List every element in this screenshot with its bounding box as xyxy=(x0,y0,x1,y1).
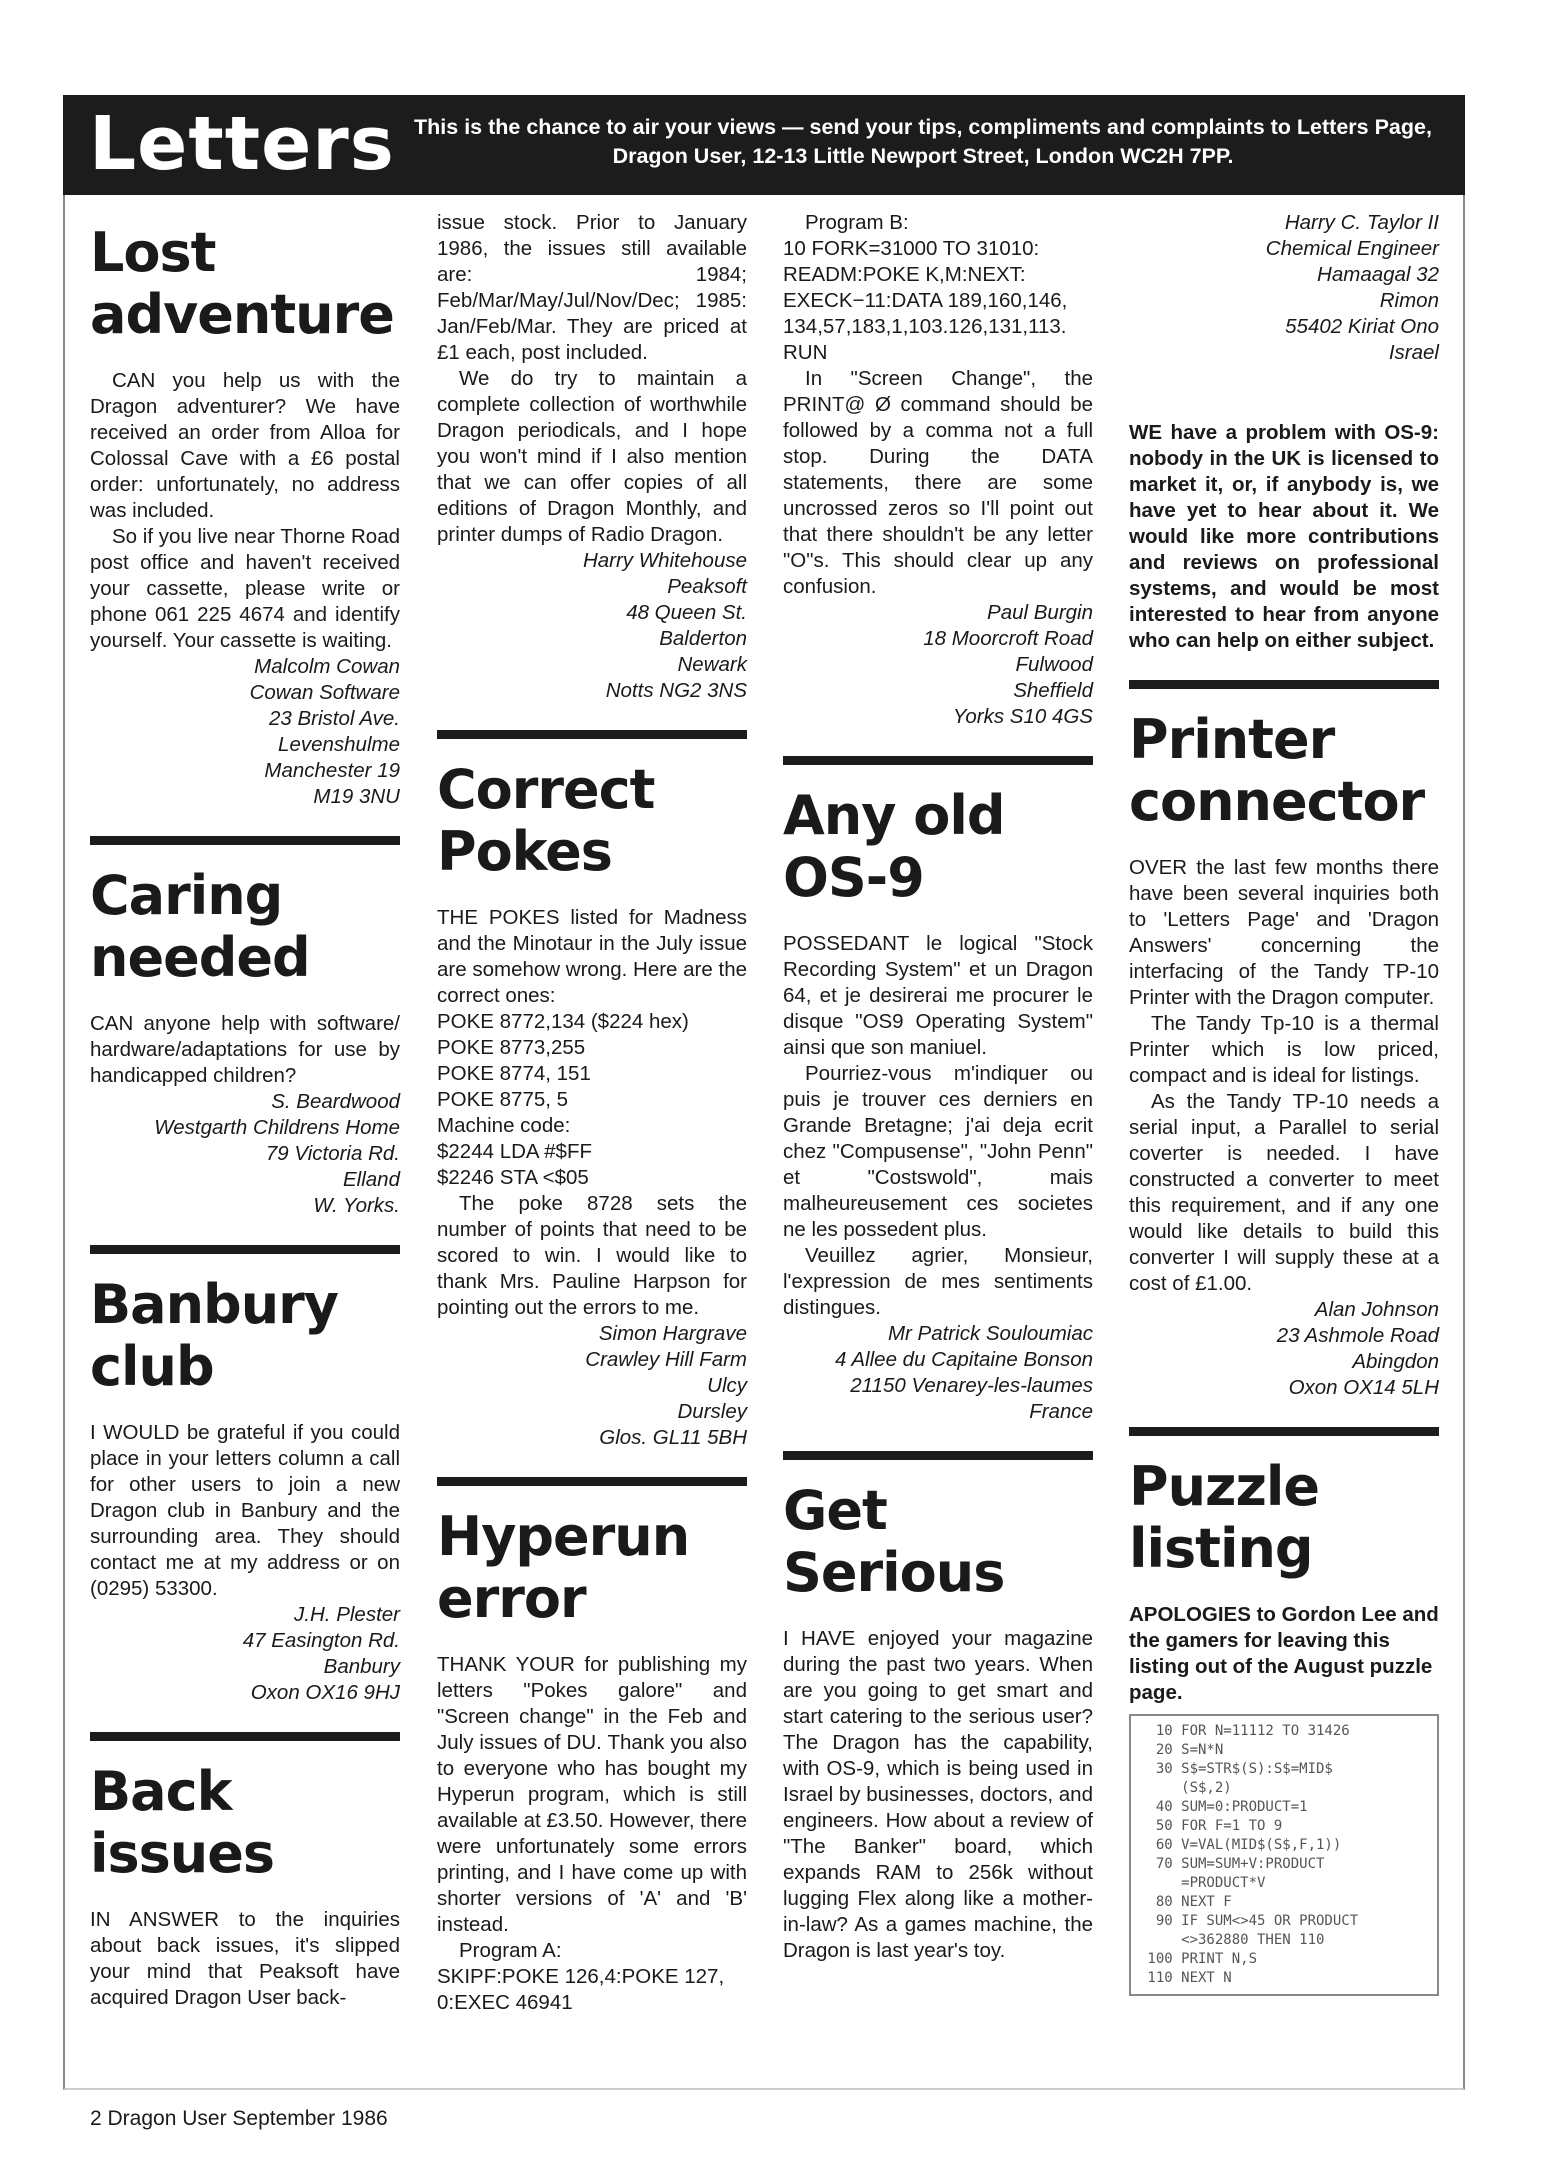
paragraph: So if you live near Thorne Road post office and haven't received your cassette, please write or phone 061 225 4674 and identify yourself. Your cassette is waiting. xyxy=(90,525,400,652)
divider xyxy=(90,1732,400,1741)
text-line: 23 Bristol Ave. xyxy=(268,707,400,730)
text-line: Notts NG2 3NS xyxy=(605,679,747,702)
headline-printer-connector: Printer connector xyxy=(1129,708,1425,833)
paragraph: I HAVE enjoyed your magazine during the past two years. When are you going to get smart and start catering to the serious user? The Dragon has the capability, with OS-9, which is being used in Israel by businesses, doctors, and engineers. How about a review of "The Banker" board, which expands RAM to 256k without lugging Flex along like a mother-in-law? As a games machine, the Dragon is last year's toy. xyxy=(783,1627,1093,1962)
divider xyxy=(1129,1427,1439,1436)
program-b-code: 10 FORK=31000 TO 31010: READM:POKE K,M:NEXT: EXECK−11:DATA 189,160,146, 134,57,183,1,103.126,131,113. RUN xyxy=(783,237,1068,364)
text-line: Newark xyxy=(677,653,747,676)
paragraph: In "Screen Change", the PRINT@ Ø command should be followed by a comma not a full stop. During the DATA statements, there are some uncrossed zeros so I'll point out that there shouldn't be any letter "O"s. This should clear up any confusion. xyxy=(783,367,1093,598)
text-line: Hamaagal 32 xyxy=(1317,263,1439,286)
text-line: 4 Allee du Capitaine Bonson xyxy=(835,1348,1093,1371)
letter-body xyxy=(783,931,1093,1321)
paragraph: Program A: xyxy=(459,1939,562,1962)
program-a-code: SKIPF:POKE 126,4:POKE 127, 0:EXEC 46941 xyxy=(437,1965,725,2014)
paragraph: The poke 8728 sets the number of points that need to be scored to win. I would like to thank Mrs. Pauline Harpson for pointing out the errors to me. xyxy=(437,1192,747,1319)
program-b-label: Program B: xyxy=(805,211,909,234)
text-line: Glos. GL11 5BH xyxy=(599,1426,747,1449)
headline-banbury-club: Banbury club xyxy=(90,1273,338,1398)
text-line: Elland xyxy=(343,1168,400,1191)
text-line: Crawley Hill Farm xyxy=(585,1348,747,1371)
headline-puzzle-listing: Puzzle listing xyxy=(1129,1455,1320,1580)
column-1 xyxy=(90,210,400,2011)
divider xyxy=(437,730,747,739)
text-line: Ulcy xyxy=(707,1374,747,1397)
signature xyxy=(783,1321,1093,1425)
divider xyxy=(783,756,1093,765)
puzzle-intro: APOLOGIES to Gordon Lee and the gamers for leaving this listing out of the August puzzle page. xyxy=(1129,1603,1439,1704)
text-line: Sheffield xyxy=(1013,679,1093,702)
letter-body xyxy=(437,1652,747,1964)
column-3 xyxy=(783,210,1093,1964)
letter-intro: THE POKES listed for Madness and the Minotaur in the July issue are somehow wrong. Here are the correct ones: xyxy=(437,906,747,1007)
text-line: 23 Ashmole Road xyxy=(1276,1324,1439,1347)
text-line: Malcolm Cowan xyxy=(254,655,400,678)
letter-body xyxy=(437,210,747,548)
letters-header xyxy=(63,95,1465,195)
letter-body xyxy=(90,368,400,654)
divider xyxy=(90,1245,400,1254)
text-line: 55402 Kiriat Ono xyxy=(1285,315,1439,338)
divider xyxy=(437,1477,747,1486)
text-line: Fulwood xyxy=(1015,653,1093,676)
text-line: Harry Whitehouse xyxy=(582,549,747,572)
text-line: Harry C. Taylor II xyxy=(1284,211,1439,234)
text-line: 18 Moorcroft Road xyxy=(923,627,1093,650)
text-line: POKE 8774, 151 xyxy=(437,1062,591,1085)
text-line: Abingdon xyxy=(1352,1350,1439,1373)
text-line: Peaksoft xyxy=(667,575,747,598)
text-line: Rimon xyxy=(1379,289,1439,312)
column-2 xyxy=(437,210,747,2016)
text-line: M19 3NU xyxy=(313,785,400,808)
text-line: France xyxy=(1029,1400,1093,1423)
text-line: $2246 STA <$05 xyxy=(437,1166,589,1189)
signature xyxy=(90,654,400,810)
signature xyxy=(783,600,1093,730)
paragraph: POSSEDANT le logical "Stock Recording System" et un Dragon 64, et je desirerai me procurer le disque "OS9 Operating System" ainsi que son maniuel. xyxy=(783,932,1093,1059)
poke-lines xyxy=(437,1009,747,1191)
headline-hyperun-error: Hyperun error xyxy=(437,1505,690,1630)
text-line: Banbury xyxy=(323,1655,400,1678)
header-intro: This is the chance to air your views — send your tips, compliments and complaints to Letters Page, Dragon User, 12-13 Little Newport Street, London WC2H 7PP. xyxy=(414,115,1432,168)
text-line: Oxon OX16 9HJ xyxy=(250,1681,400,1704)
text-line: S. Beardwood xyxy=(271,1090,400,1113)
text-line: Levenshulme xyxy=(278,733,400,756)
text-line: 79 Victoria Rd. xyxy=(265,1142,400,1165)
paragraph: I WOULD be grateful if you could place in your letters column a call for other users to join a new Dragon club in Banbury and the surrounding area. They should contact me at my address or on (0295) 53300. xyxy=(90,1421,400,1600)
text-line: Paul Burgin xyxy=(987,601,1093,624)
divider xyxy=(783,1451,1093,1460)
text-line: Israel xyxy=(1388,341,1439,364)
headline-back-issues: Back issues xyxy=(90,1760,275,1885)
text-line: 21150 Venarey-les-laumes xyxy=(850,1374,1093,1397)
text-line: Manchester 19 xyxy=(264,759,400,782)
paragraph: Veuillez agrier, Monsieur, l'expression de mes sentiments distingues. xyxy=(783,1244,1093,1319)
text-line: POKE 8772,134 ($224 hex) xyxy=(437,1010,689,1033)
text-line: W. Yorks. xyxy=(313,1194,400,1217)
letter-body xyxy=(90,1011,400,1089)
basic-listing: 10 FOR N=11112 TO 31426 20 S=N*N 30 S$=STR$(S):S$=MID$ (S$,2) 40 SUM=0:PRODUCT=1 50 FOR F=1 TO 9 60 V=VAL(MID$(S$,F,1)) 70 SUM=SUM+V:PRODUCT =PRODUCT*V 80 NEXT F 90 IF SUM<>45 OR PRODUCT <>362880 THEN 110 100 PRINT N,S 110 NEXT N xyxy=(1129,1714,1439,1996)
letter-body xyxy=(783,1626,1093,1964)
divider xyxy=(1129,680,1439,689)
text-line: Alan Johnson xyxy=(1314,1298,1439,1321)
letter-body xyxy=(90,1907,400,2011)
column-4 xyxy=(1129,210,1439,1996)
paragraph: The Tandy Tp-10 is a thermal Printer which is low priced, compact and is ideal for listings. xyxy=(1129,1012,1439,1087)
text-line: POKE 8773,255 xyxy=(437,1036,586,1059)
text-line: J.H. Plester xyxy=(294,1603,400,1626)
headline-get-serious: Get Serious xyxy=(783,1479,1005,1604)
paragraph: THANK YOUR for publishing my letters "Pokes galore" and "Screen change" in the Feb and July issues of DU. Thank you also to everyone who has bought my Hyperun program, which is still available at £3.50. However, there were unfortunately some errors printing, and I have come up with shorter versions of 'A' and 'B' instead. xyxy=(437,1653,747,1936)
text-line: Cowan Software xyxy=(249,681,400,704)
text-line: Balderton xyxy=(659,627,747,650)
letter-body xyxy=(783,366,1093,600)
paragraph: issue stock. Prior to January 1986, the issues still available are: 1984; Feb/Mar/May/Jul/Nov/Dec; 1985: Jan/Feb/Mar. They are priced at £1 each, post included. xyxy=(437,211,747,364)
signature xyxy=(1129,210,1439,366)
letter-body xyxy=(1129,855,1439,1297)
text-line: Chemical Engineer xyxy=(1265,237,1439,260)
headline-any-old-os9: Any old OS-9 xyxy=(783,784,1005,909)
letter-body xyxy=(437,1191,747,1321)
paragraph: CAN anyone help with software/ hardware/adaptations for use by handicapped children? xyxy=(90,1012,400,1087)
signature xyxy=(90,1602,400,1706)
paragraph: We do try to maintain a complete collection of worthwhile Dragon periodicals, and I hope you won't mind if I also mention that we can offer copies of all editions of Dragon Monthly, and printer dumps of Radio Dragon. xyxy=(437,367,747,546)
signature xyxy=(1129,1297,1439,1401)
text-line: $2244 LDA #$FF xyxy=(437,1140,592,1163)
text-line: Simon Hargrave xyxy=(598,1322,747,1345)
page-footer: 2 Dragon User September 1986 xyxy=(90,2107,388,2130)
text-line: 47 Easington Rd. xyxy=(242,1629,400,1652)
paragraph: As the Tandy TP-10 needs a serial input, a Parallel to serial coverter is needed. I have constructed a converter to meet this requirement, and if any one would like details to build this converter I will supply these at a cost of £1.00. xyxy=(1129,1090,1439,1295)
text-line: 48 Queen St. xyxy=(626,601,747,624)
signature xyxy=(90,1089,400,1219)
divider xyxy=(90,836,400,845)
signature xyxy=(437,548,747,704)
text-line: Westgarth Childrens Home xyxy=(154,1116,400,1139)
paragraph: Pourriez-vous m'indiquer ou puis je trouver ces derniers en Grande Bretagne; j'ai deja ecrit chez "Compusense", "John Penn" et "Costswold", mais malheureusement ces societes ne les possedent plus. xyxy=(783,1062,1093,1241)
paragraph: IN ANSWER to the inquiries about back issues, it's slipped your mind that Peaksoft have acquired Dragon User back- xyxy=(90,1908,400,2009)
headline-lost-adventure: Lost adventure xyxy=(90,221,394,346)
paragraph: CAN you help us with the Dragon adventurer? We have received an order from Alloa for Colossal Cave with a £6 postal order: unfortunately, no address was included. xyxy=(90,369,400,522)
text-line: Machine code: xyxy=(437,1114,571,1137)
letter-body xyxy=(90,1420,400,1602)
text-line: Mr Patrick Souloumiac xyxy=(887,1322,1093,1345)
text-line: POKE 8775, 5 xyxy=(437,1088,569,1111)
text-line: Oxon OX14 5LH xyxy=(1288,1376,1439,1399)
text-line: Dursley xyxy=(677,1400,747,1423)
headline-correct-pokes: Correct Pokes xyxy=(437,758,655,883)
paragraph: OVER the last few months there have been several inquiries both to 'Letters Page' and 'Dragon Answers' concerning the interfacing of the Tandy TP-10 Printer with the Dragon computer. xyxy=(1129,856,1439,1009)
text-line: Yorks S10 4GS xyxy=(952,705,1093,728)
signature xyxy=(437,1321,747,1451)
section-title: Letters xyxy=(89,101,395,187)
editor-reply: WE have a problem with OS-9: nobody in the UK is licensed to market it, or, if anybody is, we have yet to hear about it. We would like more contributions and reviews on professional systems, and would be most interested to hear from anyone who can help on either subject. xyxy=(1129,421,1439,652)
headline-caring-needed: Caring needed xyxy=(90,864,310,989)
